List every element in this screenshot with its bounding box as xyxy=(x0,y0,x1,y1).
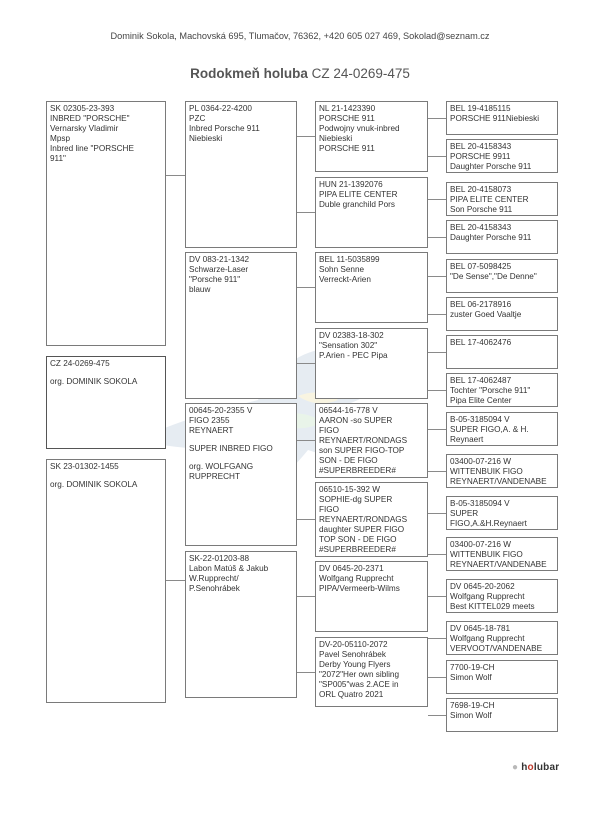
gen4-card-12 xyxy=(446,537,558,571)
card-line: Son Porsche 911 xyxy=(450,205,513,214)
card-line: AARON -so SUPER xyxy=(319,416,393,425)
gen4-card-5 xyxy=(446,259,558,293)
connector-line xyxy=(297,136,315,137)
connector-line xyxy=(428,390,446,391)
card-line: PORSCHE 911 xyxy=(319,144,375,153)
dd-sire-card xyxy=(315,561,428,632)
card-line: DV 02383-18-302 xyxy=(319,331,384,340)
card-line: DV 0645-18-781 xyxy=(450,624,511,633)
card-line: Podwojny vnuk-inbred xyxy=(319,124,400,133)
ds-sire-card xyxy=(315,403,428,478)
connector-line xyxy=(428,513,446,514)
card-line: REYNAERT/VANDENABE xyxy=(450,477,547,486)
connector-line xyxy=(297,363,315,364)
card-line: Inbred line "PORSCHE xyxy=(50,144,134,153)
card-line: BEL 17-4062476 xyxy=(450,338,512,347)
connector-line xyxy=(428,677,446,678)
logo-o: o xyxy=(527,762,534,773)
card-line: PIPA/Vermeerb-Wilms xyxy=(319,584,400,593)
title-label: Rodokmeň holuba xyxy=(190,66,308,81)
card-line: B-05-3185094 V xyxy=(450,415,510,424)
ss-sire-card xyxy=(315,101,428,172)
card-line: 911" xyxy=(50,154,66,163)
connector-line xyxy=(428,596,446,597)
card-line: SOPHIE-dg SUPER xyxy=(319,495,393,504)
card-line: Labon Matúš & Jakub xyxy=(189,564,269,573)
card-line: BEL 20-4158073 xyxy=(450,185,512,194)
card-line: 06544-16-778 V xyxy=(319,406,378,415)
connector-line xyxy=(297,596,315,597)
logo-dot-icon: ● xyxy=(512,762,519,773)
card-line: Wolfgang Rupprecht xyxy=(319,574,394,583)
gen4-card-2 xyxy=(446,139,558,173)
card-line: Niebieski xyxy=(189,134,223,143)
card-line: BEL 20-4158343 xyxy=(450,223,512,232)
card-line: WITTENBUIK FIGO xyxy=(450,467,523,476)
connector-line xyxy=(297,519,315,520)
card-line: NL 21-1423390 xyxy=(319,104,376,113)
connector-line xyxy=(297,212,315,213)
card-line xyxy=(50,369,162,377)
sire-sire-card xyxy=(185,101,297,248)
gen4-card-15 xyxy=(446,660,558,694)
card-line: son SUPER FIGO-TOP xyxy=(319,446,405,455)
card-line: REYNAERT/RONDAGS xyxy=(319,436,408,445)
card-line: ORL Quatro 2021 xyxy=(319,690,384,699)
card-line: "2072"Her own sibling xyxy=(319,670,400,679)
card-line: WITTENBUIK FIGO xyxy=(450,550,523,559)
connector-line xyxy=(428,276,446,277)
card-line: Daughter Porsche 911 xyxy=(450,233,532,242)
sd-sire-card xyxy=(315,252,428,323)
card-line xyxy=(189,454,293,462)
card-line: Sohn Senne xyxy=(319,265,365,274)
card-line: PZC xyxy=(189,114,206,123)
connector-line xyxy=(428,199,446,200)
card-line: BEL 19-4185115 xyxy=(450,104,511,113)
dam-sire-card xyxy=(185,403,297,546)
card-line: SON - DE FIGO xyxy=(319,456,378,465)
card-line: 00645-20-2355 V xyxy=(189,406,253,415)
card-line: FIGO xyxy=(319,505,340,514)
card-line: blauw xyxy=(189,285,211,294)
card-line: FIGO,A.&H.Reynaert xyxy=(450,519,527,528)
card-line: Mpsp xyxy=(50,134,71,143)
dam-card xyxy=(46,459,166,703)
card-line: RUPPRECHT xyxy=(189,472,240,481)
card-line: Tochter "Porsche 911" xyxy=(450,386,531,395)
connector-line xyxy=(166,580,185,581)
card-line: PIPA ELITE CENTER xyxy=(319,190,398,199)
gen4-card-13 xyxy=(446,579,558,613)
card-line: #SUPERBREEDER# xyxy=(319,545,396,554)
connector-line xyxy=(428,352,446,353)
title-ring: CZ 24-0269-475 xyxy=(311,66,410,81)
connector-line xyxy=(428,471,446,472)
gen4-card-7 xyxy=(446,335,558,369)
card-line: B-05-3185094 V xyxy=(450,499,510,508)
connector-line xyxy=(428,156,446,157)
holubar-logo xyxy=(512,762,559,773)
card-line: BEL 20-4158343 xyxy=(450,142,512,151)
dam-dam-card xyxy=(185,551,297,698)
card-line: Simon Wolf xyxy=(450,673,492,682)
card-line: P.Arien - PEC Pipa xyxy=(319,351,388,360)
card-line: daughter SUPER FIGO xyxy=(319,525,405,534)
card-line: org. WOLFGANG xyxy=(189,462,254,471)
card-line: PIPA ELITE CENTER xyxy=(450,195,529,204)
gen4-card-8 xyxy=(446,373,558,407)
pigeon-card xyxy=(46,356,166,449)
card-line: 03400-07-216 W xyxy=(450,540,511,549)
connector-line xyxy=(297,440,315,441)
logo-prefix: h xyxy=(521,762,528,773)
card-line: Wolfgang Rupprecht xyxy=(450,592,525,601)
card-line xyxy=(189,436,293,444)
card-line: org. DOMINIK SOKOLA xyxy=(50,377,138,386)
gen4-card-6 xyxy=(446,297,558,331)
card-line: Verreckt-Arien xyxy=(319,275,371,284)
card-line: SUPER xyxy=(450,509,479,518)
dd-dam-card xyxy=(315,637,428,707)
card-line: 06510-15-392 W xyxy=(319,485,380,494)
connector-line xyxy=(428,314,446,315)
card-line: "Porsche 911" xyxy=(189,275,241,284)
gen4-card-14 xyxy=(446,621,558,655)
card-line: Duble granchild Pors xyxy=(319,200,396,209)
connector-line xyxy=(428,638,446,639)
card-line: FIGO 2355 xyxy=(189,416,230,425)
card-line: Simon Wolf xyxy=(450,711,492,720)
card-line: VERVOOT/VANDENABE xyxy=(450,644,543,653)
card-line: Vernarsky Vladimir xyxy=(50,124,119,133)
card-line: DV-20-05110-2072 xyxy=(319,640,388,649)
gen4-card-1 xyxy=(446,101,558,135)
card-line: P.Senohrábek xyxy=(189,584,240,593)
connector-line xyxy=(428,237,446,238)
card-line: Best KITTEL029 meets xyxy=(450,602,535,611)
card-line: Reynaert xyxy=(450,435,484,444)
card-line: Inbred Porsche 911 xyxy=(189,124,260,133)
card-line: SK 02305-23-393 xyxy=(50,104,115,113)
card-line: HUN 21-1392076 xyxy=(319,180,383,189)
card-line: zuster Goed Vaaltje xyxy=(450,310,522,319)
card-line: W.Rupprecht/ xyxy=(189,574,239,583)
card-line: BEL 17-4062487 xyxy=(450,376,512,385)
card-line: BEL 06-2178916 xyxy=(450,300,512,309)
card-line: Derby Young Flyers xyxy=(319,660,391,669)
card-line: CZ 24-0269-475 xyxy=(50,359,110,368)
card-line: SUPER INBRED FIGO xyxy=(189,444,273,453)
connector-line xyxy=(297,672,315,673)
connector-line xyxy=(428,429,446,430)
card-line: PORSCHE 911 xyxy=(319,114,375,123)
card-line: Niebieski xyxy=(319,134,353,143)
card-line: BEL 07-5098425 xyxy=(450,262,512,271)
card-line: DV 083-21-1342 xyxy=(189,255,250,264)
card-line: org. DOMINIK SOKOLA xyxy=(50,480,138,489)
card-line: BEL 11-5035899 xyxy=(319,255,380,264)
card-line: 03400-07-216 W xyxy=(450,457,511,466)
logo-suffix: lubar xyxy=(533,762,560,773)
gen4-card-10 xyxy=(446,454,558,488)
card-line: 7698-19-CH xyxy=(450,701,495,710)
gen4-card-4 xyxy=(446,220,558,254)
card-line: Wolfgang Rupprecht xyxy=(450,634,525,643)
card-line: Pipa Elite Center xyxy=(450,396,512,405)
card-line: #SUPERBREEDER# xyxy=(319,466,396,475)
card-line: REYNAERT/RONDAGS xyxy=(319,515,408,524)
card-line: REYNAERT xyxy=(189,426,234,435)
card-line: SK 23-01302-1455 xyxy=(50,462,119,471)
ss-dam-card xyxy=(315,177,428,248)
card-line: "SP005"was 2.ACE in xyxy=(319,680,399,689)
gen4-card-16 xyxy=(446,698,558,732)
connector-line xyxy=(297,287,315,288)
ds-dam-card xyxy=(315,482,428,557)
connector-line xyxy=(428,118,446,119)
card-line: REYNAERT/VANDENABE xyxy=(450,560,547,569)
card-line: PL 0364-22-4200 xyxy=(189,104,252,113)
card-line xyxy=(50,472,162,480)
card-line: PORSCHE 9911 xyxy=(450,152,511,161)
card-line: 7700-19-CH xyxy=(450,663,495,672)
sire-dam-card xyxy=(185,252,297,399)
gen4-card-3 xyxy=(446,182,558,216)
card-line: DV 0645-20-2062 xyxy=(450,582,515,591)
card-line: Pavel Senohrábek xyxy=(319,650,386,659)
connector-line xyxy=(428,554,446,555)
sire-card xyxy=(46,101,166,346)
contact-header: Dominik Sokola, Machovská 695, Tlumačov, 76362, +420 605 027 469, Sokolad@seznam.cz xyxy=(110,31,490,41)
card-line: "De Sense","De Denne" xyxy=(450,272,537,281)
card-line: PORSCHE 911Niebieski xyxy=(450,114,540,123)
card-line: SUPER FIGO,A. & H. xyxy=(450,425,529,434)
gen4-card-9 xyxy=(446,412,558,446)
card-line: INBRED "PORSCHE" xyxy=(50,114,130,123)
connector-line xyxy=(166,175,185,176)
card-line: "Sensation 302" xyxy=(319,341,378,350)
page-title xyxy=(0,66,600,81)
connector-line xyxy=(428,715,446,716)
card-line: Schwarze-Laser xyxy=(189,265,249,274)
card-line: SK-22-01203-88 xyxy=(189,554,250,563)
card-line: TOP SON - DE FIGO xyxy=(319,535,397,544)
card-line: Daughter Porsche 911 xyxy=(450,162,532,171)
card-line: DV 0645-20-2371 xyxy=(319,564,384,573)
sd-dam-card xyxy=(315,328,428,399)
card-line: FIGO xyxy=(319,426,340,435)
gen4-card-11 xyxy=(446,496,558,530)
